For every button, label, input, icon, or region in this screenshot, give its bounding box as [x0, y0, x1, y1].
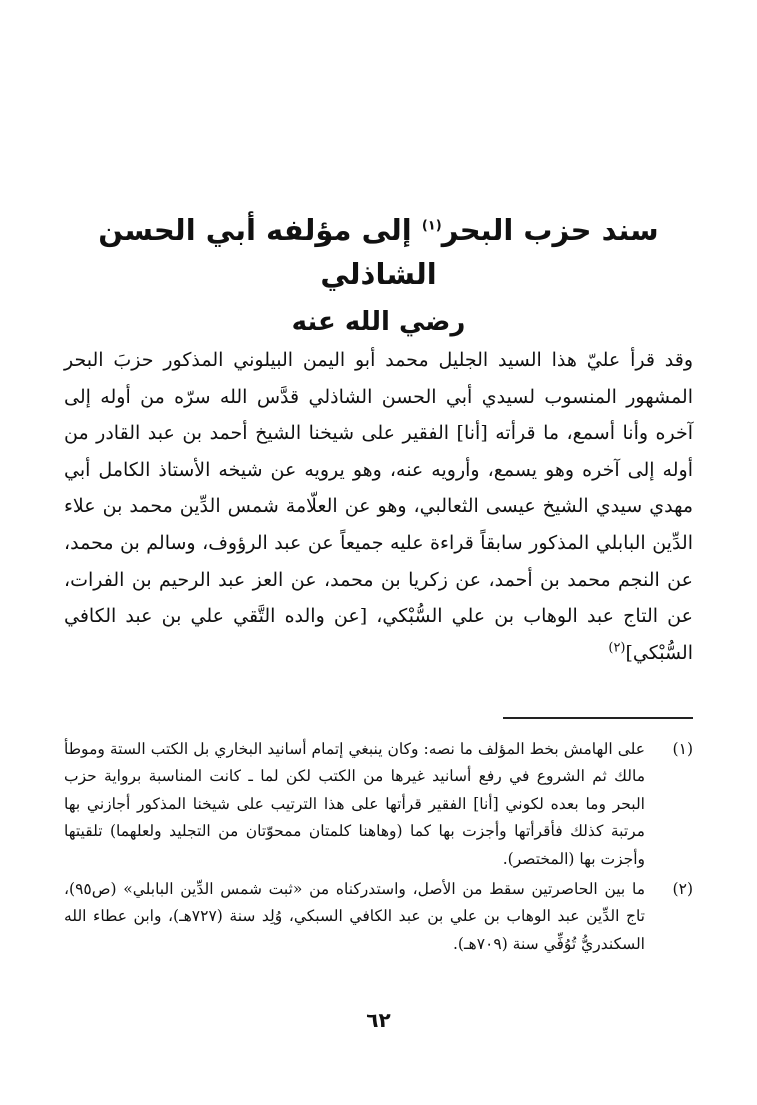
title-text-rest: إلى مؤلفه أبي الحسن الشاذلي	[98, 213, 437, 291]
footnote-item	[64, 876, 693, 958]
title-footnote-mark: (١)	[421, 218, 442, 234]
footnote-divider	[503, 717, 693, 719]
page-number: ٦٢	[366, 1008, 391, 1032]
body-paragraph-text: وقد قرأ عليّ هذا السيد الجليل محمد أبو اليمن البيلوني المذكور حزبَ البحر المشهور المنسوب لسيدي أبي الحسن الشاذلي قدَّس الله سرّه من أوله إلى آخره وأنا أسمع، ما قرأته [أنا] الفقير على شيخنا الشيخ أحمد بن عبد القادر من أوله إلى آخره وهو يسمع، وأرويه عنه، وهو يرويه عن شيخه الأستاذ الكامل أبي مهدي سيدي الشيخ عيسى الثعالبي، وهو عن العلّامة شمس الدِّين محمد بن علاء الدِّين البابلي المذكور سابقاً قراءة عليه جميعاً عن عبد الرؤوف، وسالم بن محمد، عن النجم محمد بن أحمد، عن زكريا بن محمد، عن العز عبد الرحيم بن الفرات، عن التاج عبد الوهاب بن علي السُّبْكي، [عن والده التَّقي علي بن عبد الكافي السُّبْكي]	[64, 349, 693, 664]
footnote-number: (١)	[672, 740, 693, 758]
body-text	[64, 342, 693, 671]
title-text: سند حزب البحر	[441, 213, 659, 247]
footnote-item	[64, 736, 693, 873]
footnote-number: (٢)	[672, 880, 693, 899]
page-title	[70, 208, 687, 296]
footnotes	[64, 736, 693, 961]
page-subtitle: رضي الله عنه	[291, 307, 466, 337]
heading-block	[70, 208, 687, 344]
footnote-text: على الهامش بخط المؤلف ما نصه: وكان ينبغي إتمام أسانيد البخاري بل الكتب الستة وموطأ مالك ثم الشروع في رفع أسانيد غيرها من الكتب لكن لما ـ كانت المناسبة برواية حزب البحر وما بعده لكوني [أنا] الفقير قرأتها على هذا الترتيب على شيخنا المذكور أجازني بها مرتبة كذلك فأقرأتها وأجزت بها كما (وهاهنا كلمتان ممحوّتان من التجليد ولعلهما) تلقيتها وأجزت بها (المختصر).	[64, 740, 645, 868]
body-footnote-mark: (٢)	[608, 640, 626, 656]
body-paragraph	[64, 342, 693, 671]
footnote-text: ما بين الحاصرتين سقط من الأصل، واستدركناه من «ثبت شمس الدِّين البابلي» (ص٩٥)، تاج الدِّين عبد الوهاب بن علي بن عبد الكافي السبكي، وُلِد سنة (٧٢٧هـ)، وابن عطاء الله السكندريُّ تُوُفِّي سنة (٧٠٩هـ).	[64, 880, 645, 953]
